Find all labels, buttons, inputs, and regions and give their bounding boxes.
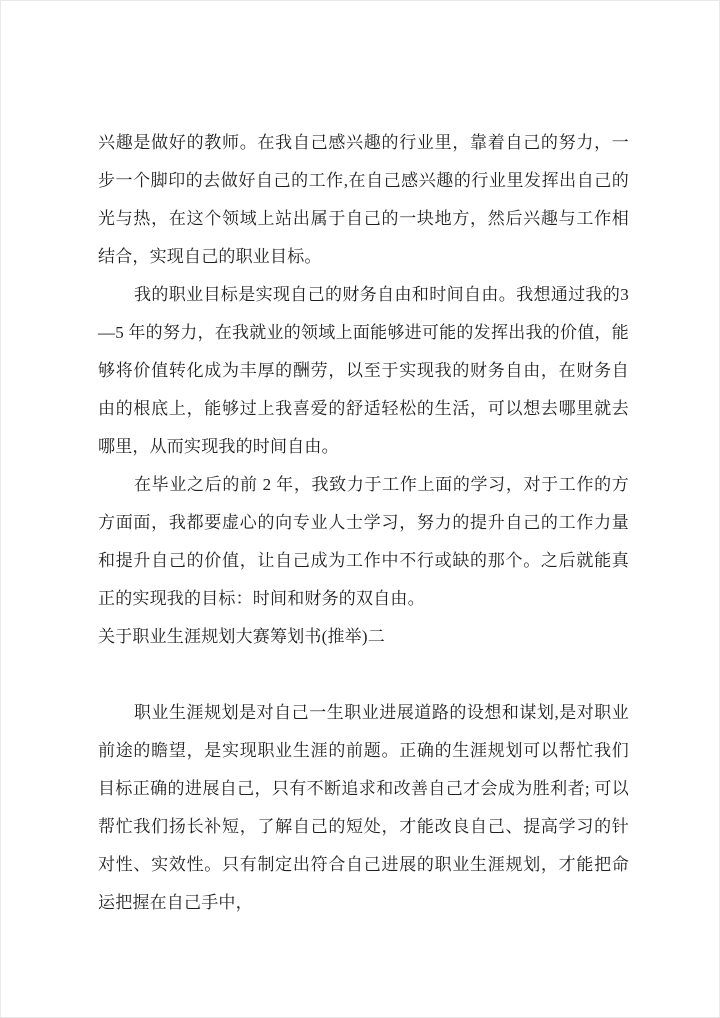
document-body: [98, 124, 629, 922]
paragraph-career-goal-intro: 兴趣是做好的教师。在我自己感兴趣的行业里，靠着自己的努力，一步一个脚印的去做好自己的工作,在自己感兴趣的行业里发挥出自己的光与热，在这个领域上站出属于自己的一块地方，然后兴趣与工作相结合，实现自己的职业目标。: [98, 133, 629, 266]
paragraph-financial-time-freedom: 我的职业目标是实现自己的财务自由和时间自由。我想通过我的3—5 年的努力，在我就业的领域上面能够进可能的发挥出我的价值，能够将价值转化成为丰厚的酬劳，以至于实现我的财务自由，在财务自由的根底上，能够过上我喜爱的舒适轻松的生活，可以想去哪里就去哪里，从而实现我的时间自由。: [98, 285, 629, 456]
paragraph-after-graduation-plan: 在毕业之后的前 2 年，我致力于工作上面的学习，对于工作的方方面面，我都要虚心的向专业人士学习，努力的提升自己的工作力量和提升自己的价值，让自己成为工作中不行或缺的那个。之后就能真正的实现我的目标：时间和财务的双自由。: [98, 475, 629, 608]
paragraph-career-planning-definition: 职业生涯规划是对自己一生职业进展道路的设想和谋划,是对职业前途的瞻望，是实现职业生涯的前题。正确的生涯规划可以帮忙我们目标正确的进展自己，只有不断追求和改善自己才会成为胜利者; 可以帮忙我们扬长补短，了解自己的短处，才能改良自己、提高学习的针对性、实效性。只有制定出符合自己进展的职业生涯规划，才能把命运把握在自己手中，: [98, 703, 629, 912]
section-heading-plan-book-two: 关于职业生涯规划大赛筹划书(推举)二: [98, 627, 385, 646]
